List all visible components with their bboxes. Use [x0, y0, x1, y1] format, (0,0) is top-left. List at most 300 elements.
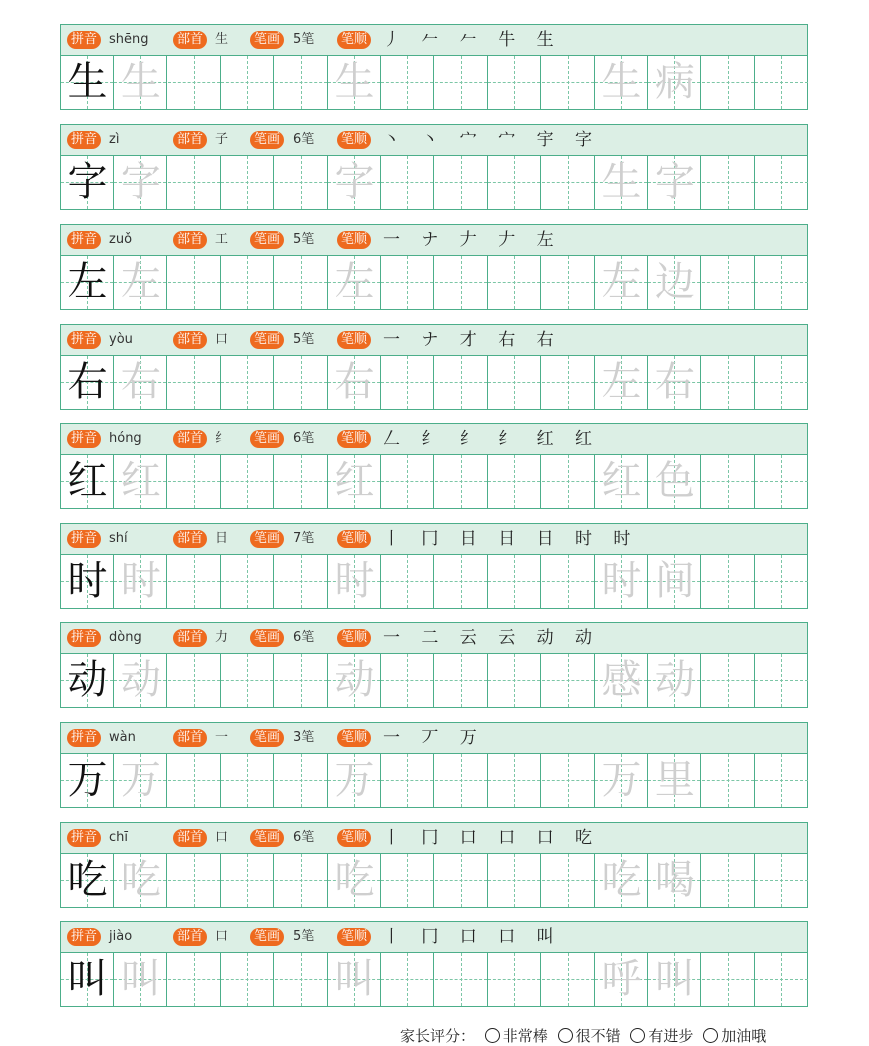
- trace-character: [275, 953, 328, 1006]
- practice-cell[interactable]: [328, 654, 381, 707]
- practice-cell[interactable]: [275, 156, 328, 209]
- practice-cell[interactable]: [275, 654, 328, 707]
- trace-character: [275, 754, 328, 807]
- pinyin-tag: 拼音: [67, 530, 101, 548]
- practice-cell[interactable]: [702, 654, 755, 707]
- radical-tag: 部首: [173, 430, 207, 448]
- trace-character: 时: [120, 558, 161, 604]
- trace-character: [702, 953, 755, 1006]
- practice-cell[interactable]: [114, 156, 167, 209]
- practice-cell[interactable]: [275, 754, 328, 807]
- trace-character: [755, 56, 808, 109]
- practice-cell[interactable]: [381, 953, 434, 1006]
- trace-character: [435, 256, 488, 309]
- practice-cell[interactable]: [648, 56, 701, 109]
- trace-character: 叫: [120, 956, 161, 1002]
- practice-cell[interactable]: [488, 754, 541, 807]
- practice-cell[interactable]: [488, 356, 541, 409]
- trace-character: 生: [601, 59, 642, 105]
- practice-cell[interactable]: [435, 256, 488, 309]
- practice-cell[interactable]: [381, 455, 434, 508]
- practice-cell[interactable]: [168, 754, 221, 807]
- trace-character: [168, 754, 221, 807]
- parent-rating: [400, 1025, 766, 1046]
- trace-character: 字: [120, 159, 161, 205]
- practice-cell[interactable]: [648, 555, 701, 608]
- model-character: 红: [67, 458, 108, 504]
- practice-cell[interactable]: [648, 854, 701, 907]
- writing-grid: [61, 953, 807, 1006]
- pinyin-value: zì: [109, 132, 120, 147]
- practice-cell[interactable]: [328, 56, 381, 109]
- model-character: 叫: [67, 956, 108, 1002]
- practice-cell[interactable]: [221, 156, 274, 209]
- trace-character: [702, 455, 755, 508]
- trace-character: [755, 953, 808, 1006]
- trace-character: 里: [654, 757, 695, 803]
- practice-cell[interactable]: [114, 953, 167, 1006]
- trace-character: 间: [654, 558, 695, 604]
- trace-character: [488, 455, 541, 508]
- practice-cell[interactable]: [595, 555, 648, 608]
- trace-character: [168, 156, 221, 209]
- practice-cell[interactable]: [702, 256, 755, 309]
- practice-cell[interactable]: [648, 654, 701, 707]
- practice-cell[interactable]: [595, 953, 648, 1006]
- practice-cell[interactable]: [381, 356, 434, 409]
- practice-cell[interactable]: [488, 455, 541, 508]
- practice-cell[interactable]: [595, 754, 648, 807]
- trace-character: 病: [654, 59, 695, 105]
- stroke-count-tag: 笔画: [250, 331, 284, 349]
- stroke-order-value: 丶 丶 宀 宀 宇 字: [383, 130, 601, 150]
- stroke-count-tag: 笔画: [250, 131, 284, 149]
- stroke-order-tag: 笔顺: [337, 231, 371, 249]
- trace-character: [168, 455, 221, 508]
- practice-cell[interactable]: [755, 953, 808, 1006]
- trace-character: [381, 654, 434, 707]
- practice-cell[interactable]: [114, 356, 167, 409]
- practice-cell[interactable]: [168, 555, 221, 608]
- practice-cell[interactable]: [435, 654, 488, 707]
- trace-character: [542, 754, 595, 807]
- model-character-cell: [61, 356, 114, 409]
- practice-cell[interactable]: [328, 854, 381, 907]
- practice-cell[interactable]: [488, 156, 541, 209]
- practice-cell[interactable]: [435, 953, 488, 1006]
- trace-character: [755, 654, 808, 707]
- practice-cell[interactable]: [542, 555, 595, 608]
- trace-character: 万: [334, 757, 375, 803]
- pinyin-value: shēng: [109, 32, 149, 47]
- practice-cell[interactable]: [755, 555, 808, 608]
- practice-cell[interactable]: [168, 654, 221, 707]
- radical-value: 工: [215, 232, 229, 247]
- practice-cell[interactable]: [542, 56, 595, 109]
- rating-radio-good[interactable]: [558, 1028, 573, 1043]
- practice-cell[interactable]: [595, 854, 648, 907]
- practice-cell[interactable]: [114, 555, 167, 608]
- trace-character: [221, 256, 274, 309]
- character-card: [60, 124, 808, 210]
- practice-cell[interactable]: [542, 455, 595, 508]
- practice-cell[interactable]: [168, 256, 221, 309]
- stroke-count-tag: 笔画: [250, 928, 284, 946]
- trace-character: [381, 455, 434, 508]
- practice-cell[interactable]: [702, 754, 755, 807]
- practice-cell[interactable]: [168, 854, 221, 907]
- pinyin-tag: 拼音: [67, 629, 101, 647]
- rating-radio-excellent[interactable]: [485, 1028, 500, 1043]
- practice-cell[interactable]: [328, 555, 381, 608]
- pinyin-value: yòu: [109, 332, 133, 347]
- model-character-cell: [61, 156, 114, 209]
- practice-cell[interactable]: [702, 953, 755, 1006]
- trace-character: [275, 256, 328, 309]
- radical-tag: 部首: [173, 928, 207, 946]
- trace-character: [755, 356, 808, 409]
- radical-tag: 部首: [173, 331, 207, 349]
- rating-radio-keep-going[interactable]: [703, 1028, 718, 1043]
- radical-tag: 部首: [173, 530, 207, 548]
- practice-cell[interactable]: [542, 953, 595, 1006]
- trace-character: 时: [601, 558, 642, 604]
- practice-cell[interactable]: [114, 754, 167, 807]
- practice-cell[interactable]: [168, 953, 221, 1006]
- trace-character: [702, 356, 755, 409]
- practice-cell[interactable]: [755, 356, 808, 409]
- character-card: [60, 523, 808, 609]
- trace-character: [755, 455, 808, 508]
- practice-cell[interactable]: [114, 256, 167, 309]
- practice-cell[interactable]: [648, 455, 701, 508]
- trace-character: [702, 56, 755, 109]
- card-header: [61, 823, 807, 854]
- trace-character: [221, 455, 274, 508]
- model-character: 生: [67, 59, 108, 105]
- stroke-count-value: 6笔: [293, 132, 315, 147]
- trace-character: 边: [654, 259, 695, 305]
- practice-cell[interactable]: [114, 854, 167, 907]
- practice-cell[interactable]: [488, 854, 541, 907]
- practice-cell[interactable]: [488, 256, 541, 309]
- practice-cell[interactable]: [648, 754, 701, 807]
- trace-character: 左: [601, 359, 642, 405]
- writing-grid: [61, 555, 807, 608]
- practice-cell[interactable]: [275, 455, 328, 508]
- radical-value: 口: [215, 332, 229, 347]
- trace-character: 生: [601, 159, 642, 205]
- pinyin-value: zuǒ: [109, 232, 133, 247]
- practice-cell[interactable]: [328, 455, 381, 508]
- model-character-cell: [61, 953, 114, 1006]
- practice-cell[interactable]: [381, 156, 434, 209]
- trace-character: [221, 654, 274, 707]
- stroke-order-value: 一 丆 万: [383, 728, 485, 748]
- trace-character: 动: [334, 657, 375, 703]
- stroke-count-value: 6笔: [293, 431, 315, 446]
- practice-cell[interactable]: [381, 256, 434, 309]
- practice-cell[interactable]: [702, 56, 755, 109]
- stroke-order-tag: 笔顺: [337, 430, 371, 448]
- radical-value: 纟: [215, 431, 229, 446]
- model-character-cell: [61, 654, 114, 707]
- card-header: [61, 125, 807, 156]
- pinyin-tag: 拼音: [67, 928, 101, 946]
- practice-cell[interactable]: [542, 156, 595, 209]
- practice-cell[interactable]: [381, 754, 434, 807]
- practice-cell[interactable]: [702, 156, 755, 209]
- practice-cell[interactable]: [702, 356, 755, 409]
- radical-tag: 部首: [173, 829, 207, 847]
- practice-cell[interactable]: [221, 256, 274, 309]
- practice-cell[interactable]: [702, 854, 755, 907]
- practice-cell[interactable]: [221, 754, 274, 807]
- stroke-order-value: 一 ナ 𠂇 𠂇 左: [383, 230, 562, 250]
- practice-cell[interactable]: [328, 256, 381, 309]
- practice-cell[interactable]: [275, 256, 328, 309]
- trace-character: [488, 555, 541, 608]
- practice-cell[interactable]: [328, 356, 381, 409]
- trace-character: [381, 256, 434, 309]
- character-card: [60, 722, 808, 808]
- trace-character: [275, 56, 328, 109]
- trace-character: [542, 455, 595, 508]
- trace-character: [702, 256, 755, 309]
- trace-character: [488, 256, 541, 309]
- trace-character: [275, 854, 328, 907]
- model-character-cell: [61, 754, 114, 807]
- writing-grid: [61, 356, 807, 409]
- trace-character: [168, 555, 221, 608]
- practice-cell[interactable]: [702, 455, 755, 508]
- trace-character: 字: [334, 159, 375, 205]
- card-header: [61, 325, 807, 356]
- stroke-order-value: 一 ナ 才 右 右: [383, 330, 562, 350]
- character-card: [60, 324, 808, 410]
- trace-character: [381, 56, 434, 109]
- radical-tag: 部首: [173, 629, 207, 647]
- stroke-count-tag: 笔画: [250, 31, 284, 49]
- character-card: [60, 921, 808, 1007]
- practice-cell[interactable]: [114, 56, 167, 109]
- practice-cell[interactable]: [542, 356, 595, 409]
- trace-character: 吃: [334, 857, 375, 903]
- stroke-count-value: 5笔: [293, 232, 315, 247]
- practice-cell[interactable]: [755, 654, 808, 707]
- rating-option: 有进步: [648, 1027, 694, 1045]
- practice-cell[interactable]: [435, 555, 488, 608]
- stroke-count-tag: 笔画: [250, 231, 284, 249]
- trace-character: [221, 156, 274, 209]
- stroke-count-tag: 笔画: [250, 729, 284, 747]
- trace-character: [488, 356, 541, 409]
- trace-character: 万: [601, 757, 642, 803]
- trace-character: 红: [120, 458, 161, 504]
- practice-cell[interactable]: [648, 356, 701, 409]
- practice-cell[interactable]: [381, 56, 434, 109]
- rating-label: 家长评分：: [400, 1027, 476, 1045]
- practice-cell[interactable]: [275, 356, 328, 409]
- practice-cell[interactable]: [328, 156, 381, 209]
- practice-cell[interactable]: [702, 555, 755, 608]
- stroke-order-value: 一 二 云 云 动 动: [383, 628, 601, 648]
- trace-character: 左: [601, 259, 642, 305]
- practice-cell[interactable]: [435, 455, 488, 508]
- radical-tag: 部首: [173, 729, 207, 747]
- practice-cell[interactable]: [542, 654, 595, 707]
- trace-character: 吃: [601, 857, 642, 903]
- trace-character: [542, 654, 595, 707]
- radical-value: 口: [215, 830, 229, 845]
- pinyin-tag: 拼音: [67, 829, 101, 847]
- rating-radio-progress[interactable]: [630, 1028, 645, 1043]
- trace-character: [221, 56, 274, 109]
- practice-cell[interactable]: [435, 56, 488, 109]
- stroke-count-value: 5笔: [293, 929, 315, 944]
- practice-cell[interactable]: [114, 455, 167, 508]
- practice-cell[interactable]: [755, 754, 808, 807]
- radical-value: 日: [215, 531, 229, 546]
- practice-cell[interactable]: [755, 256, 808, 309]
- practice-cell[interactable]: [168, 455, 221, 508]
- trace-character: [168, 256, 221, 309]
- practice-cell[interactable]: [114, 654, 167, 707]
- stroke-order-value: 丿 𠂉 𠂉 牛 生: [383, 30, 562, 50]
- trace-character: [542, 555, 595, 608]
- model-character: 动: [67, 657, 108, 703]
- character-card: [60, 822, 808, 908]
- trace-character: 动: [654, 657, 695, 703]
- practice-cell[interactable]: [275, 555, 328, 608]
- practice-cell[interactable]: [755, 455, 808, 508]
- trace-character: [381, 356, 434, 409]
- practice-cell[interactable]: [221, 654, 274, 707]
- trace-character: [221, 953, 274, 1006]
- practice-cell[interactable]: [542, 854, 595, 907]
- trace-character: [435, 56, 488, 109]
- card-header: [61, 524, 807, 555]
- practice-cell[interactable]: [275, 953, 328, 1006]
- practice-cell[interactable]: [755, 156, 808, 209]
- practice-cell[interactable]: [435, 156, 488, 209]
- practice-cell[interactable]: [595, 56, 648, 109]
- practice-cell[interactable]: [168, 356, 221, 409]
- stroke-count-tag: 笔画: [250, 829, 284, 847]
- pinyin-tag: 拼音: [67, 430, 101, 448]
- practice-cell[interactable]: [648, 256, 701, 309]
- trace-character: [488, 654, 541, 707]
- practice-cell[interactable]: [755, 854, 808, 907]
- radical-value: 一: [215, 730, 229, 745]
- practice-cell[interactable]: [435, 356, 488, 409]
- practice-cell[interactable]: [168, 56, 221, 109]
- practice-cell[interactable]: [542, 256, 595, 309]
- card-header: [61, 723, 807, 754]
- trace-character: [275, 156, 328, 209]
- practice-cell[interactable]: [275, 854, 328, 907]
- practice-cell[interactable]: [648, 953, 701, 1006]
- practice-cell[interactable]: [435, 854, 488, 907]
- trace-character: [542, 156, 595, 209]
- stroke-order-value: 丨 冂 口 口 叫: [383, 927, 562, 947]
- trace-character: [381, 854, 434, 907]
- stroke-order-value: 丨 冂 口 口 口 吃: [383, 828, 601, 848]
- radical-tag: 部首: [173, 231, 207, 249]
- pinyin-tag: 拼音: [67, 729, 101, 747]
- trace-character: [168, 356, 221, 409]
- radical-value: 口: [215, 929, 229, 944]
- practice-cell[interactable]: [328, 953, 381, 1006]
- trace-character: [381, 754, 434, 807]
- card-header: [61, 225, 807, 256]
- trace-character: [542, 56, 595, 109]
- trace-character: [381, 953, 434, 1006]
- stroke-count-value: 7笔: [293, 531, 315, 546]
- practice-cell[interactable]: [595, 156, 648, 209]
- practice-cell[interactable]: [488, 953, 541, 1006]
- card-header: [61, 623, 807, 654]
- trace-character: [168, 654, 221, 707]
- character-card: [60, 224, 808, 310]
- trace-character: [488, 953, 541, 1006]
- practice-cell[interactable]: [488, 555, 541, 608]
- model-character-cell: [61, 854, 114, 907]
- trace-character: [435, 555, 488, 608]
- practice-cell[interactable]: [381, 555, 434, 608]
- stroke-order-value: 丨 冂 日 日 日 时 时: [383, 529, 639, 549]
- radical-tag: 部首: [173, 131, 207, 149]
- practice-cell[interactable]: [542, 754, 595, 807]
- stroke-order-value: 𠃋 纟 纟 纟 红 红: [383, 429, 601, 449]
- stroke-order-tag: 笔顺: [337, 530, 371, 548]
- stroke-count-tag: 笔画: [250, 530, 284, 548]
- model-character: 吃: [67, 857, 108, 903]
- practice-cell[interactable]: [488, 56, 541, 109]
- pinyin-value: chī: [109, 830, 128, 845]
- practice-cell[interactable]: [648, 156, 701, 209]
- practice-cell[interactable]: [595, 356, 648, 409]
- practice-cell[interactable]: [221, 455, 274, 508]
- trace-character: [755, 156, 808, 209]
- trace-character: 生: [334, 59, 375, 105]
- practice-cell[interactable]: [221, 555, 274, 608]
- practice-cell[interactable]: [381, 654, 434, 707]
- trace-character: [168, 854, 221, 907]
- practice-cell[interactable]: [381, 854, 434, 907]
- practice-cell[interactable]: [168, 156, 221, 209]
- trace-character: [221, 754, 274, 807]
- practice-cell[interactable]: [595, 654, 648, 707]
- radical-value: 生: [215, 32, 229, 47]
- practice-cell[interactable]: [221, 854, 274, 907]
- practice-cell[interactable]: [221, 953, 274, 1006]
- model-character-cell: [61, 555, 114, 608]
- stroke-count-value: 3笔: [293, 730, 315, 745]
- practice-cell[interactable]: [595, 455, 648, 508]
- practice-cell[interactable]: [221, 56, 274, 109]
- practice-cell[interactable]: [595, 256, 648, 309]
- practice-cell[interactable]: [275, 56, 328, 109]
- practice-cell[interactable]: [488, 654, 541, 707]
- model-character-cell: [61, 56, 114, 109]
- practice-cell[interactable]: [328, 754, 381, 807]
- practice-cell[interactable]: [435, 754, 488, 807]
- practice-cell[interactable]: [755, 56, 808, 109]
- trace-character: [168, 953, 221, 1006]
- stroke-order-tag: 笔顺: [337, 729, 371, 747]
- practice-cell[interactable]: [221, 356, 274, 409]
